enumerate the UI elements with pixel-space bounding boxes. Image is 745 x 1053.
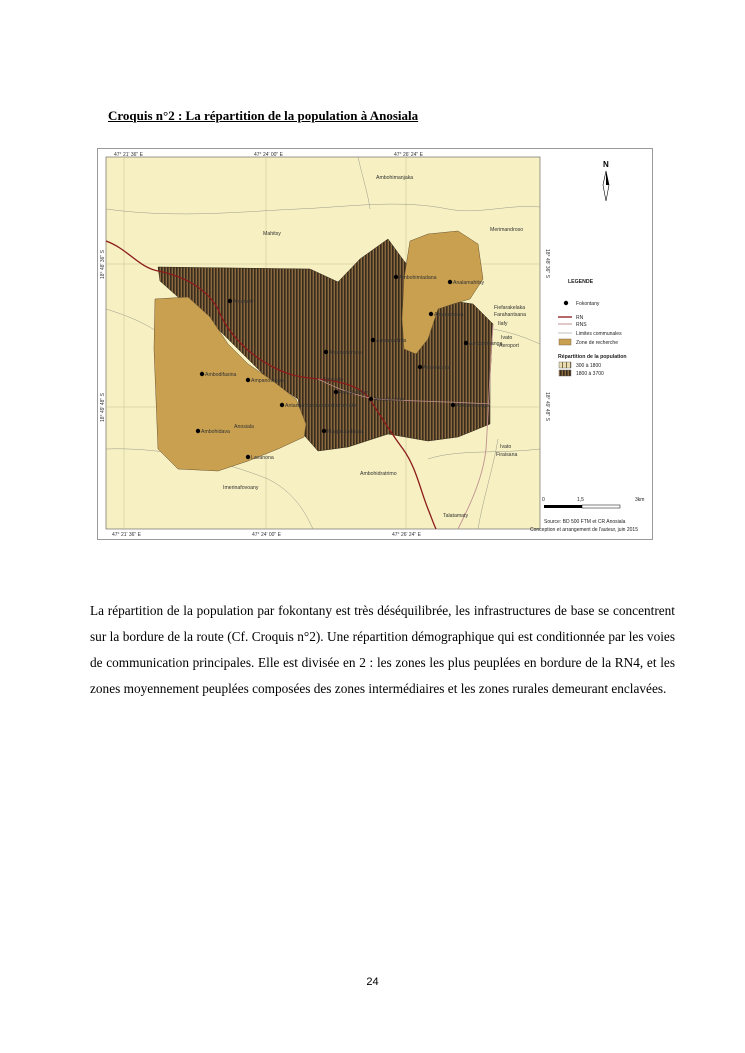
legend-class2-swatch xyxy=(559,370,571,376)
coord-bottom-2: 47° 24' 00" E xyxy=(252,532,281,538)
scale-bar xyxy=(542,497,644,508)
fokontany-label: Ambohidava xyxy=(201,429,230,435)
place-fieferana-2: Farahantsana xyxy=(494,312,527,318)
fokontany-label: Analamahitsy xyxy=(453,280,485,286)
fokontany-point xyxy=(246,455,250,459)
fokontany-point xyxy=(394,275,398,279)
fokontany-point xyxy=(429,312,433,316)
coord-top-1: 47° 21' 36" E xyxy=(114,152,143,158)
fokontany-point xyxy=(334,390,338,394)
scale-zero: 0 xyxy=(542,497,545,503)
map-legend xyxy=(558,279,627,377)
place-talatamaty: Talatamaty xyxy=(443,513,469,519)
scale-end: 3km xyxy=(635,497,645,503)
legend-limites: Limites communales xyxy=(576,331,622,337)
fokontany-label: Manjakandriana xyxy=(327,429,364,435)
coord-bottom-3: 47° 26' 24" E xyxy=(392,532,421,538)
place-ivato-aeroport: Ivato xyxy=(501,335,513,341)
place-ivato-aeroport-2: Aeroport xyxy=(499,343,519,349)
legend-rn: RN xyxy=(576,315,584,321)
place-mahitsy: Mahitsy xyxy=(263,231,281,237)
fokontany-point xyxy=(324,350,328,354)
fokontany-label: Antanandrano xyxy=(329,350,362,356)
legend-fokontany-icon xyxy=(564,301,568,305)
fokontany-label: Antsahadinta xyxy=(376,338,407,344)
scale-mid: 1,5 xyxy=(577,497,584,503)
place-merimandroso: Merimandroso xyxy=(490,227,524,233)
place-ambohidratrimo: Ambohidratrimo xyxy=(360,471,397,477)
fokontany-point xyxy=(451,403,455,407)
legend-zone: Zone de recherche xyxy=(576,340,618,346)
legend-repartition-title: Répartition de la population xyxy=(558,354,627,360)
fokontany-label: Ambohimiadana xyxy=(399,275,437,281)
map-source: Source: BD 500 FTM et CR Anosiala xyxy=(544,519,626,525)
place-ilanivato: Ilanivato xyxy=(324,377,344,383)
fokontany-label: Ambodifasina xyxy=(205,372,237,378)
fokontany-point xyxy=(371,338,375,342)
place-ilafy: Ilafy xyxy=(498,321,508,327)
fokontany-point xyxy=(418,365,422,369)
coord-right-1: 18° 48' 36" S xyxy=(544,249,550,278)
fokontany-label: Ampanotokana xyxy=(251,378,286,384)
legend-fokontany: Fokontany xyxy=(576,301,600,307)
legend-zone-swatch xyxy=(559,339,571,345)
place-anosiala: Anosiala xyxy=(234,424,254,430)
legend-class1: 300 à 1800 xyxy=(576,363,602,369)
body-paragraph: La répartition de la population par fokontany est très déséquilibrée, les infrastructures de base se concentrent sur la bordure de la route (Cf. Croquis n°2). Une répartition démographique qui est conditionnée par les voies de communication principales. Elle est divisée en 2 : les zones les plus peuplées en bordure de la RN4, et les zones moyennement peuplées composées des zones intermédiaires et les zones rurales demeurant enclavées. xyxy=(90,603,675,696)
legend-class1-swatch xyxy=(559,362,571,368)
svg-text:N: N xyxy=(603,160,609,169)
figure-caption: Croquis n°2 : La répartition de la population à Anosiala xyxy=(108,108,419,123)
fokontany-label: Ambohimanga xyxy=(469,341,503,347)
coord-left-1: 18° 48' 36" S xyxy=(100,250,106,279)
fokontany-point xyxy=(280,403,284,407)
fokontany-label: Antanamena xyxy=(434,312,464,318)
fokontany-label: Ankazomanga xyxy=(456,403,490,409)
fokontany-label: Lavanona xyxy=(251,455,274,461)
coord-right-2: 18° 49' 48" S xyxy=(544,392,550,421)
fokontany-label: Antanety xyxy=(233,299,254,305)
fokontany-point xyxy=(448,280,452,284)
page-number: 24 xyxy=(366,976,379,988)
north-arrow-icon xyxy=(603,160,609,201)
map-credit: Conception et arrangement de l'auteur, juin 2015 xyxy=(530,527,638,533)
coord-left-2: 18° 49' 48" S xyxy=(100,393,106,422)
coord-bottom-1: 47° 21' 36" E xyxy=(112,532,141,538)
place-imerinafovoany: Imerinafovoany xyxy=(223,485,259,491)
legend-title: LEGENDE xyxy=(568,279,594,285)
fokontany-label: Ankadivoribe xyxy=(374,397,404,403)
place-ambohimanjaka: Ambohimanjaka xyxy=(376,175,414,181)
fokontany-point xyxy=(200,372,204,376)
coord-top-3: 47° 26' 24" E xyxy=(394,152,423,158)
place-ivato-firaisana-2: Firaisana xyxy=(496,452,518,458)
fokontany-point xyxy=(196,429,200,433)
fokontany-label: Ambohitsoa xyxy=(423,365,451,371)
legend-rns: RNS xyxy=(576,322,587,328)
fokontany-label: Antanambao Ambohitrimanjaka xyxy=(285,403,358,409)
place-fieferana: Fiefarakelaka xyxy=(494,305,526,311)
legend-class2: 1800 à 3700 xyxy=(576,371,604,377)
fokontany-point xyxy=(228,299,232,303)
place-ivato-firaisana: Ivato xyxy=(500,444,512,450)
population-map xyxy=(97,148,653,540)
fokontany-point xyxy=(246,378,250,382)
fokontany-label: Antsahafohy xyxy=(339,390,368,396)
fokontany-point xyxy=(464,341,468,345)
fokontany-point xyxy=(369,397,373,401)
fokontany-point xyxy=(322,429,326,433)
coord-top-2: 47° 24' 00" E xyxy=(254,152,283,158)
